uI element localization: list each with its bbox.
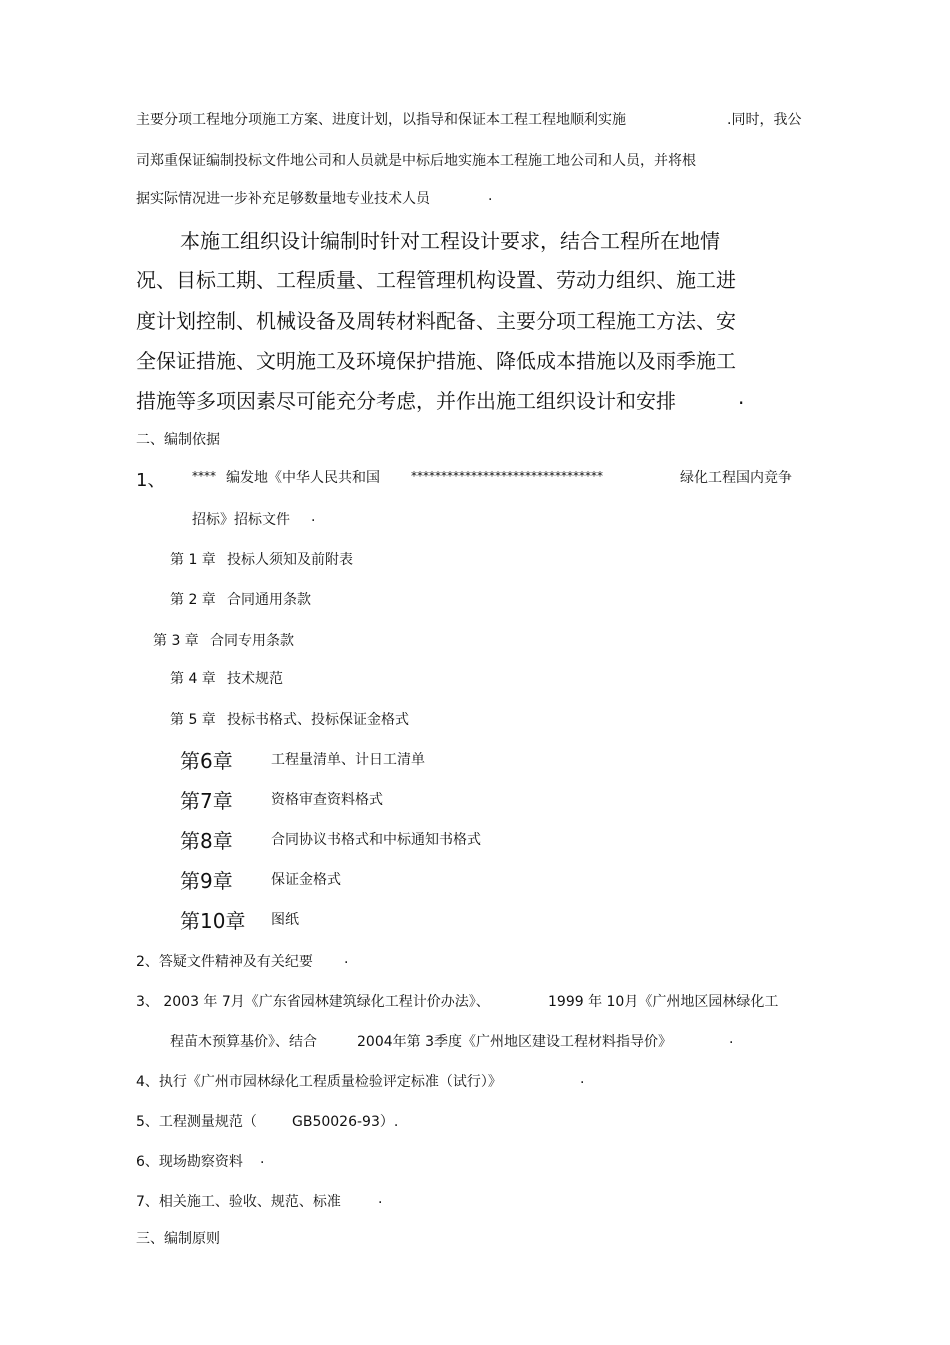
para-line-4: 全保证措施、文明施工及环境保护措施、降低成本措施以及雨季施工: [136, 349, 736, 373]
item-1-text-a: 编发地《中华人民共和国: [226, 470, 380, 486]
item-7-text: 7、相关施工、验收、规范、标准: [136, 1194, 341, 1210]
chapter-6-title: 工程量清单、计日工清单: [271, 752, 425, 768]
chapter-3-title: 合同专用条款: [210, 633, 294, 649]
chapter-1-title: 投标人须知及前附表: [227, 552, 353, 568]
chapter-7-number: 第7章: [180, 789, 233, 813]
section-3-heading: 三、编制原则: [136, 1231, 220, 1247]
chapter-7-title: 资格审查资料格式: [271, 792, 383, 808]
chapter-10-number: 第10章: [180, 909, 246, 933]
item-3-text-d: 2004年第 3季度《广州地区建设工程材料指导价》: [357, 1034, 672, 1050]
item-1-text-c: 绿化工程国内竞争: [680, 470, 792, 486]
item-7-dot: .: [378, 1191, 383, 1207]
para-line-5-end: .: [738, 385, 745, 409]
item-4-dot: .: [580, 1071, 585, 1087]
para-line-2: 况、目标工期、工程质量、工程管理机构设置、劳动力组织、施工进: [136, 268, 736, 292]
chapter-6-number: 第6章: [180, 749, 233, 773]
item-1-stars: ********************************: [411, 469, 603, 483]
intro-line-3-end: .: [488, 188, 493, 204]
chapter-8-number: 第8章: [180, 829, 233, 853]
intro-line-2: 司郑重保证编制投标文件地公司和人员就是中标后地实施本工程施工地公司和人员，并将根: [136, 153, 696, 169]
item-3-text-a: 3、 2003 年 7月《广东省园林建筑绿化工程计价办法》、: [136, 994, 490, 1010]
item-4-text: 4、执行《广州市园林绿化工程质量检验评定标准（试行）》: [136, 1074, 502, 1090]
item-1-number: 1、: [136, 470, 166, 491]
chapter-8-title: 合同协议书格式和中标通知书格式: [271, 832, 481, 848]
para-line-1: 本施工组织设计编制时针对工程设计要求，结合工程所在地情: [180, 229, 720, 253]
chapter-5-title: 投标书格式、投标保证金格式: [227, 712, 409, 728]
chapter-9-title: 保证金格式: [271, 872, 341, 888]
item-6-text: 6、现场勘察资料: [136, 1154, 243, 1170]
chapter-2-number: 第 2 章: [170, 592, 216, 608]
chapter-1-number: 第 1 章: [170, 552, 216, 568]
chapter-3-number: 第 3 章: [153, 633, 199, 649]
item-6-dot: .: [260, 1151, 265, 1167]
section-2-heading: 二、编制依据: [136, 432, 220, 448]
item-3-text-e: .: [729, 1031, 734, 1047]
item-3-text-b: 1999 年 10月《广州地区园林绿化工: [548, 994, 779, 1010]
chapter-9-number: 第9章: [180, 869, 233, 893]
item-1-asterisks: ****: [192, 469, 216, 483]
item-5-text-b: GB50026-93）.: [292, 1114, 399, 1130]
para-line-3: 度计划控制、机械设备及周转材料配备、主要分项工程施工方法、安: [136, 309, 736, 333]
intro-line-1-end: .同时，我公: [727, 112, 802, 128]
chapter-4-number: 第 4 章: [170, 671, 216, 687]
chapter-10-title: 图纸: [271, 912, 299, 928]
item-3-text-c: 程苗木预算基价》、结合: [170, 1034, 317, 1050]
item-1-text-e: .: [311, 509, 316, 525]
chapter-4-title: 技术规范: [227, 671, 283, 687]
para-line-5: 措施等多项因素尽可能充分考虑，并作出施工组织设计和安排: [136, 389, 676, 413]
item-5-text-a: 5、工程测量规范（: [136, 1114, 257, 1130]
intro-line-1: 主要分项工程地分项施工方案、进度计划，以指导和保证本工程工程地顺利实施: [136, 112, 626, 128]
item-2-text: 2、答疑文件精神及有关纪要: [136, 954, 313, 970]
chapter-2-title: 合同通用条款: [227, 592, 311, 608]
chapter-5-number: 第 5 章: [170, 712, 216, 728]
item-2-dot: .: [344, 951, 349, 967]
item-1-text-d: 招标》招标文件: [192, 512, 290, 528]
intro-line-3: 据实际情况进一步补充足够数量地专业技术人员: [136, 191, 430, 207]
